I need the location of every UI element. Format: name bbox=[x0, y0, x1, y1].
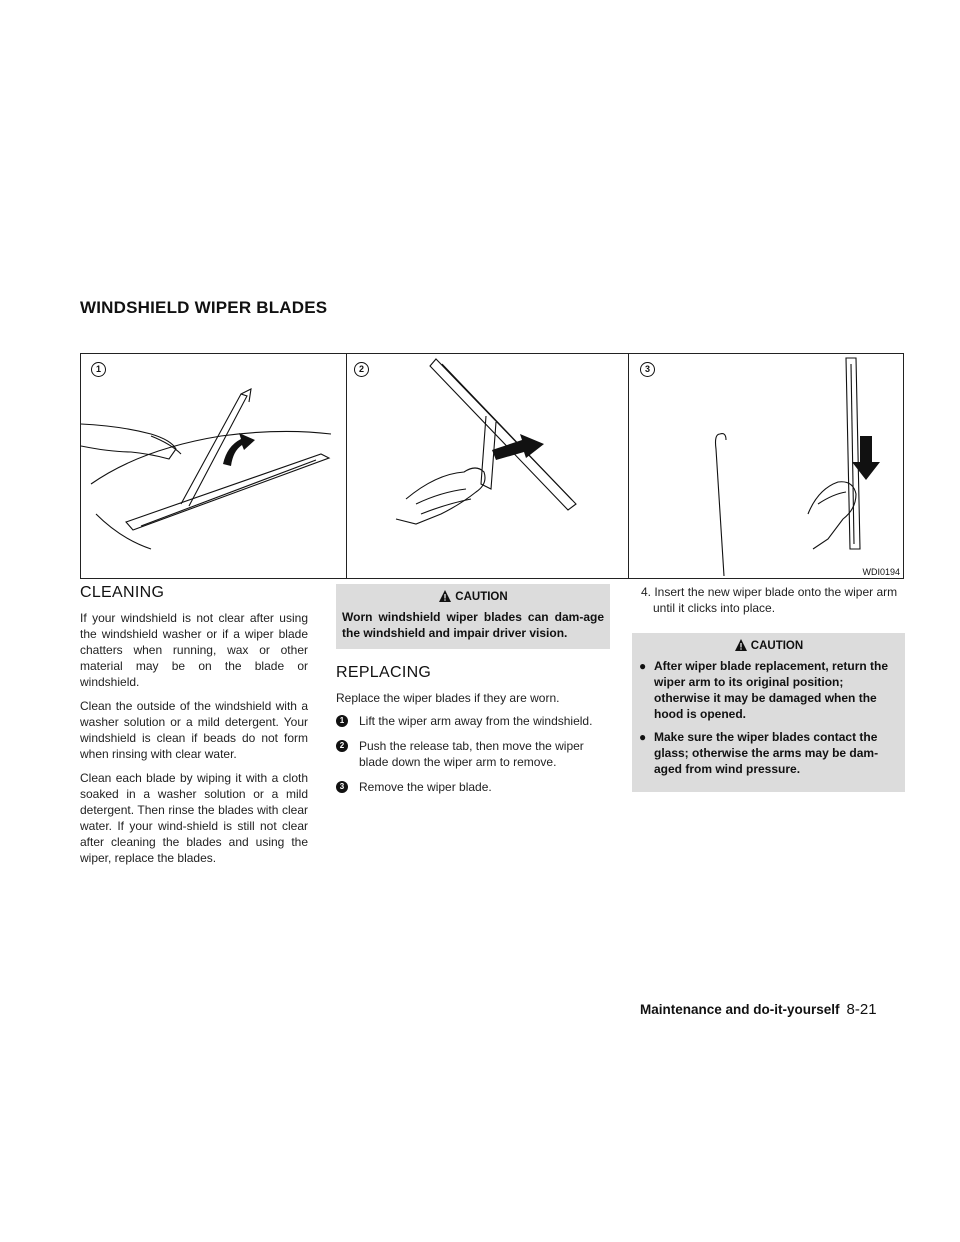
caution-header bbox=[342, 584, 604, 609]
caution-text: Worn windshield wiper blades can dam-age the windshield and impair driver vision. bbox=[342, 610, 604, 640]
remove-blade-drawing bbox=[628, 354, 903, 580]
step-text: Remove the wiper blade. bbox=[359, 780, 492, 794]
replacing-step bbox=[336, 713, 610, 729]
caution-icon bbox=[438, 589, 452, 603]
cleaning-paragraph: If your windshield is not clear after using the windshield washer or if a wiper blade chatters when running, wax or other material may be on the blade or windshield. bbox=[80, 611, 308, 689]
replacing-step bbox=[336, 779, 610, 795]
caution-label: CAUTION bbox=[455, 591, 508, 603]
step-number-badge: 3 bbox=[336, 781, 348, 793]
replacing-step bbox=[336, 738, 610, 770]
figure-panel-remove-blade bbox=[628, 354, 903, 578]
cleaning-paragraph: Clean each blade by wiping it with a cloth soaked in a washer solution or a mild detergent. Then rinse the blades with clear water. If your wind-shield is still not clear after cleaning the blades and using the wiper, replace the blades. bbox=[80, 771, 308, 865]
caution-item bbox=[638, 729, 899, 777]
replacing-intro: Replace the wiper blades if they are worn. bbox=[336, 691, 560, 705]
bullet-icon: ● bbox=[639, 730, 647, 744]
step-text: Lift the wiper arm away from the windshield. bbox=[359, 714, 593, 728]
step-badge-3: 3 bbox=[640, 362, 655, 377]
install-column bbox=[632, 584, 905, 792]
lift-arm-drawing bbox=[81, 354, 346, 580]
wiper-illustration bbox=[80, 353, 904, 579]
release-tab-drawing bbox=[346, 354, 628, 580]
caution-box-after-replacement bbox=[632, 633, 905, 792]
step-number-badge: 1 bbox=[336, 715, 348, 727]
caution-box-worn-blades bbox=[336, 584, 610, 649]
footer-section: Maintenance and do-it-yourself bbox=[640, 1002, 840, 1017]
figure-panel-release-tab bbox=[346, 354, 629, 578]
bullet-icon: ● bbox=[639, 659, 647, 673]
figure-panel-lift-arm bbox=[81, 354, 347, 578]
caution-label: CAUTION bbox=[750, 640, 804, 652]
cleaning-heading: CLEANING bbox=[80, 584, 165, 601]
caution-icon bbox=[734, 638, 748, 652]
step-number-badge: 2 bbox=[336, 740, 348, 752]
cleaning-paragraph: Clean the outside of the windshield with a washer solution or a mild detergent. Your windshield is clean if beads do not form when rinsing with clear water. bbox=[80, 699, 308, 761]
section-title: WINDSHIELD WIPER BLADES bbox=[80, 298, 328, 317]
page-number: 8-21 bbox=[846, 1001, 877, 1018]
figure-code: WDI0194 bbox=[862, 567, 900, 577]
step-text: Push the release tab, then move the wiper blade down the wiper arm to remove. bbox=[359, 739, 584, 769]
page-footer bbox=[640, 1001, 877, 1018]
step-badge-1: 1 bbox=[91, 362, 106, 377]
caution-item-text: Make sure the wiper blades contact the glass; otherwise the arms may be dam-aged from wind pressure. bbox=[654, 730, 879, 776]
cleaning-column bbox=[80, 584, 308, 874]
caution-list bbox=[638, 658, 899, 777]
caution-item-text: After wiper blade replacement, return the wiper arm to its original position; otherwise it may be damaged when the hood is opened. bbox=[654, 659, 889, 721]
replacing-step-4: 4. Insert the new wiper blade onto the wiper arm until it clicks into place. bbox=[641, 585, 898, 615]
replacing-column bbox=[336, 584, 610, 804]
caution-header bbox=[638, 633, 899, 658]
replacing-heading: REPLACING bbox=[336, 664, 432, 681]
step-badge-2: 2 bbox=[354, 362, 369, 377]
caution-item bbox=[638, 658, 899, 722]
